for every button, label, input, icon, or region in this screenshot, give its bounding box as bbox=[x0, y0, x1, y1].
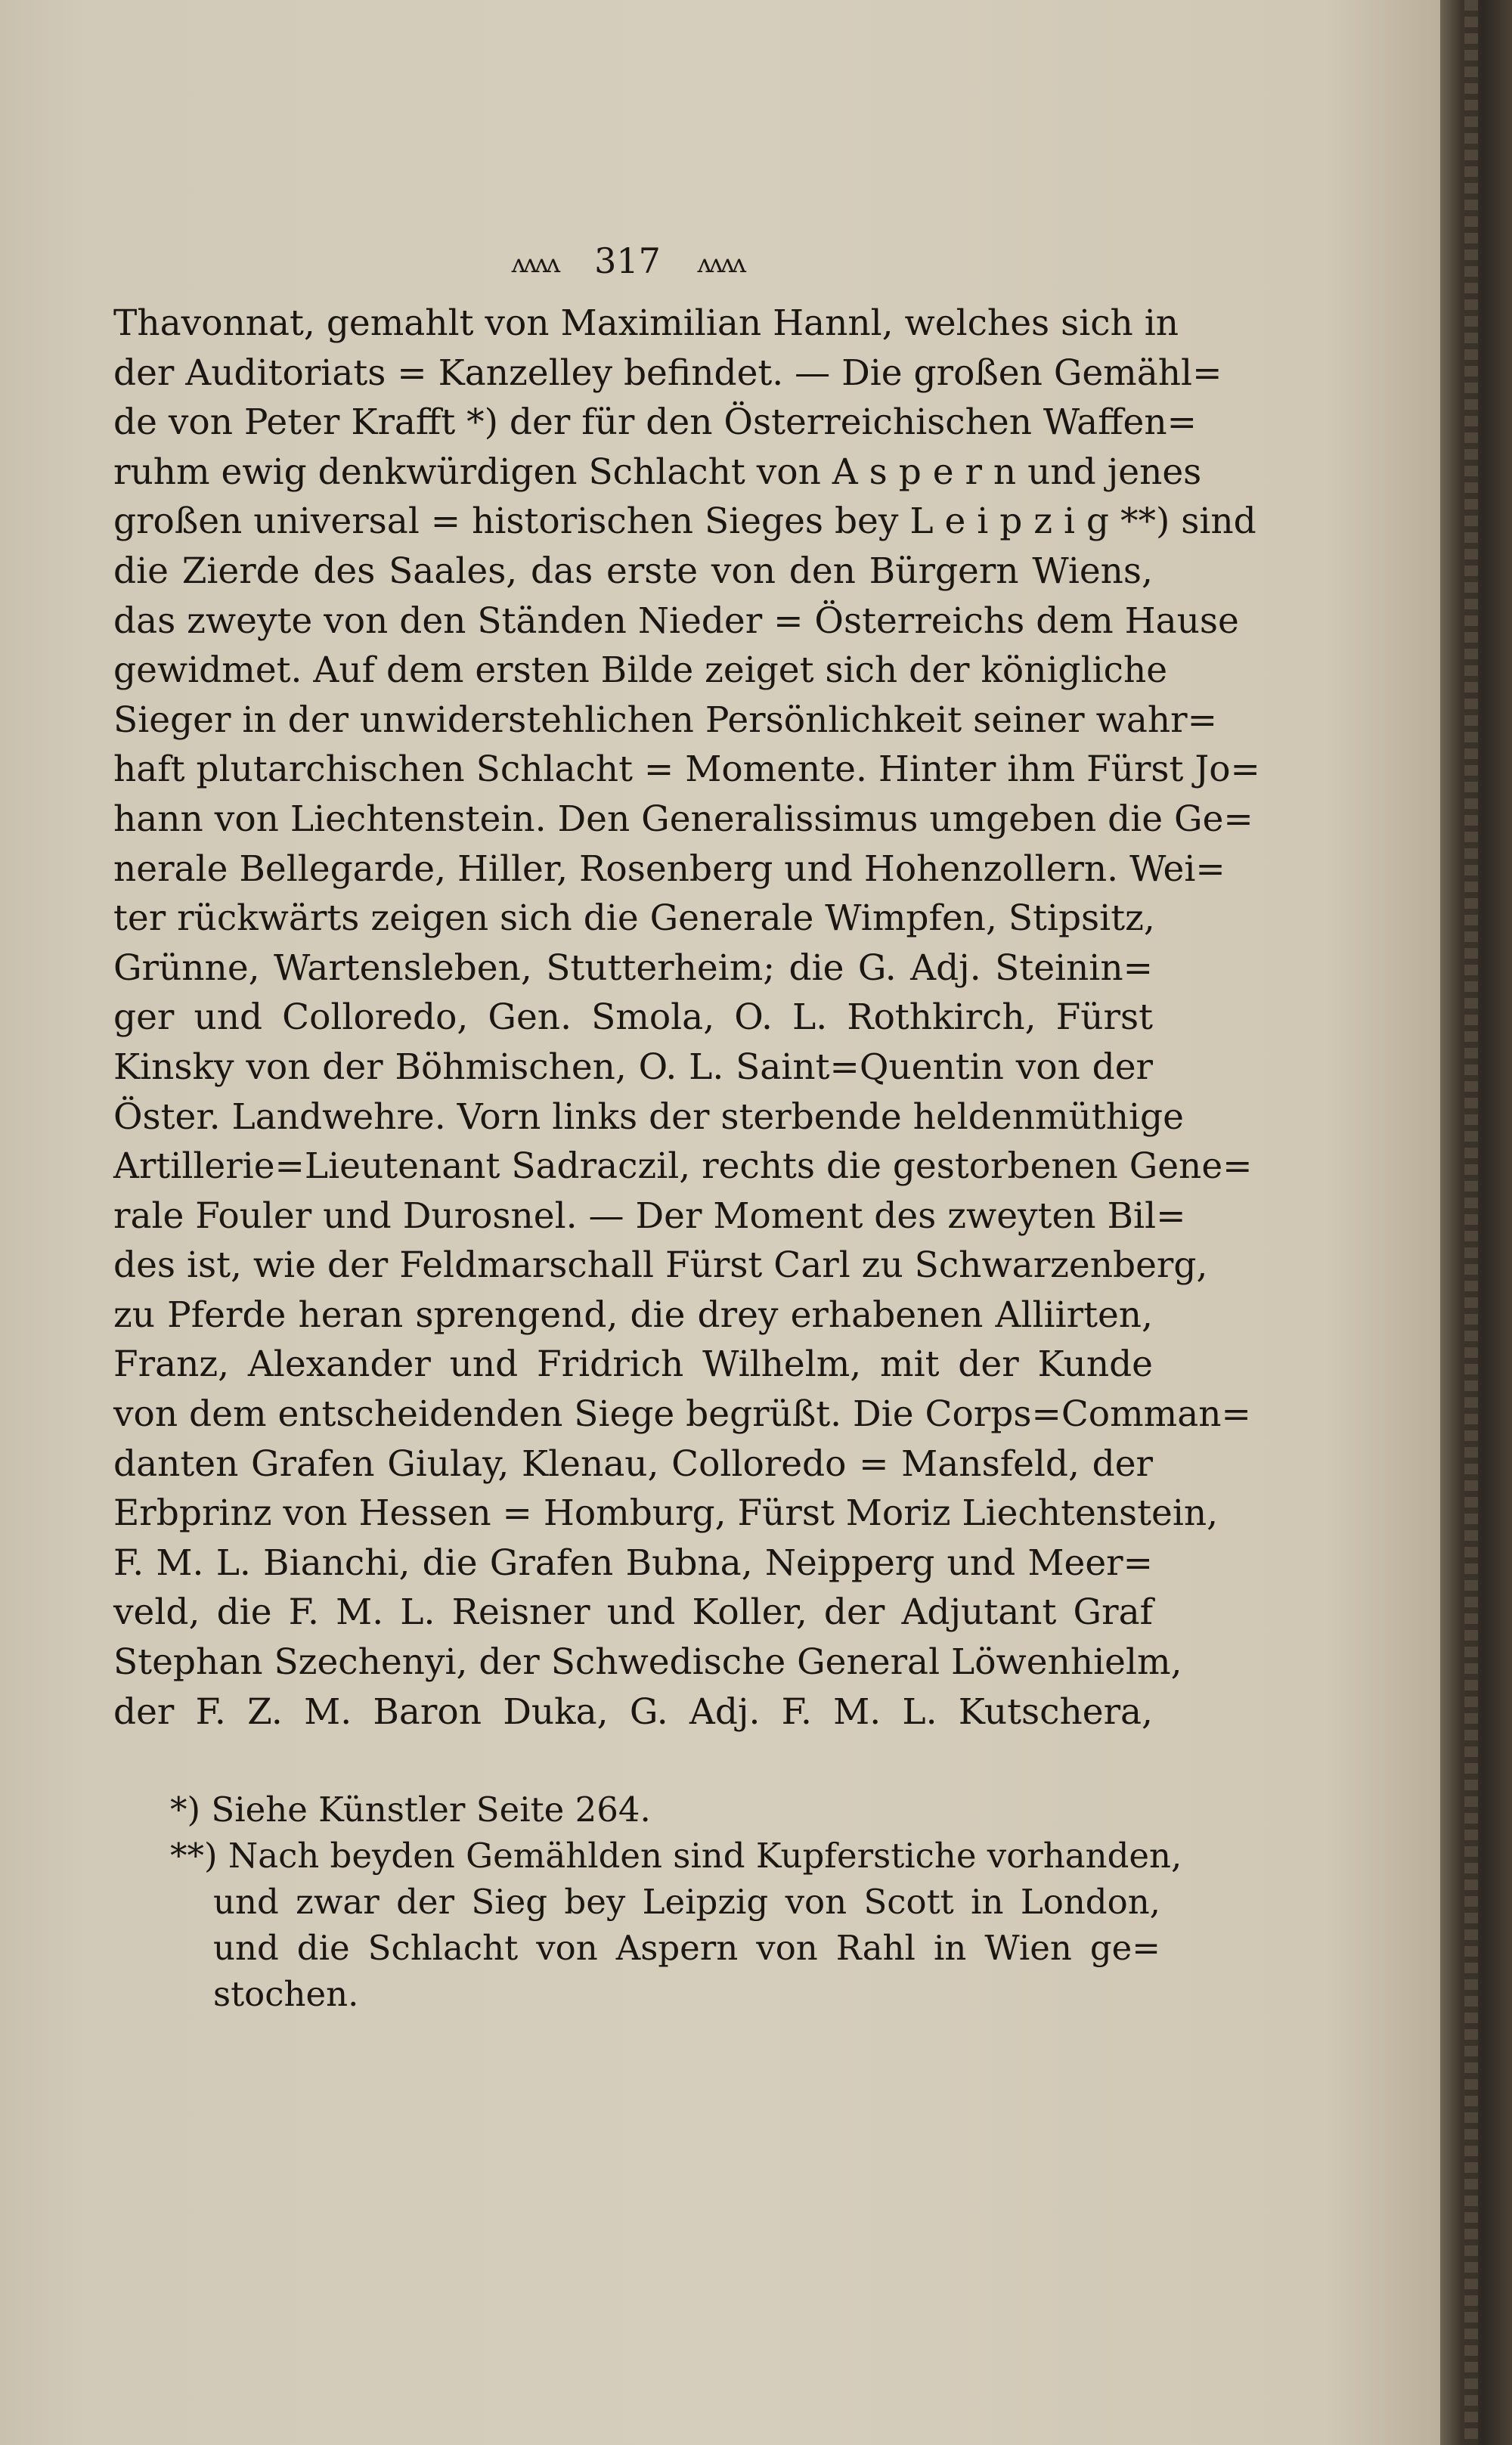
text-line: ger und Colloredo, Gen. Smola, O. L. Rothkirch, Fürst bbox=[113, 996, 1153, 1039]
book-binding-edge bbox=[1440, 0, 1512, 2445]
text-line: von dem entscheidenden Siege begrüßt. Die Corps=Comman= bbox=[113, 1393, 1251, 1436]
text-line: Kinsky von der Böhmischen, O. L. Saint=Quentin von der bbox=[113, 1046, 1153, 1088]
body-text bbox=[113, 299, 1260, 1737]
ornament-left-icon: ʌʌʌʌ bbox=[511, 249, 558, 279]
footnote-2-line: und zwar der Sieg bey Leipzig von Scott in London, bbox=[213, 1882, 1160, 1922]
text-line: nerale Bellegarde, Hiller, Rosenberg und Hohenzollern. Wei= bbox=[113, 848, 1225, 890]
text-line: der F. Z. M. Baron Duka, G. Adj. F. M. L. Kutschera, bbox=[113, 1690, 1153, 1733]
text-line: die Zierde des Saales, das erste von den Bürgern Wiens, bbox=[113, 550, 1153, 592]
footnotes bbox=[170, 1786, 1182, 2017]
text-line: F. M. L. Bianchi, die Grafen Bubna, Neipperg und Meer= bbox=[113, 1542, 1153, 1584]
text-line: rale Fouler und Durosnel. — Der Moment des zweyten Bil= bbox=[113, 1195, 1186, 1237]
text-line: ter rückwärts zeigen sich die Generale Wimpfen, Stipsitz, bbox=[113, 897, 1155, 940]
text-line: zu Pferde heran sprengend, die drey erhabenen Alliirten, bbox=[113, 1294, 1153, 1336]
text-line: Thavonnat, gemahlt von Maximilian Hannl, welches sich in bbox=[113, 302, 1179, 344]
footnote-2-line: und die Schlacht von Aspern von Rahl in Wien ge= bbox=[213, 1928, 1160, 1968]
binding-texture bbox=[1464, 0, 1478, 2445]
page-header bbox=[484, 240, 771, 281]
footnote-1: *) Siehe Künstler Seite 264. bbox=[170, 1790, 651, 1830]
text-line: Erbprinz von Hessen = Homburg, Fürst Moriz Liechtenstein, bbox=[113, 1492, 1219, 1535]
text-line: haft plutarchischen Schlacht = Momente. Hinter ihm Fürst Jo= bbox=[113, 748, 1260, 791]
text-line: ruhm ewig denkwürdigen Schlacht von A s p e r n und jenes bbox=[113, 451, 1202, 493]
footnote-2-line: stochen. bbox=[213, 1974, 359, 2014]
ornament-right-icon: ʌʌʌʌ bbox=[697, 249, 744, 279]
text-line: des ist, wie der Feldmarschall Fürst Carl zu Schwarzenberg, bbox=[113, 1244, 1208, 1287]
page-number: 317 bbox=[594, 240, 661, 281]
text-line: Sieger in der unwiderstehlichen Persönlichkeit seiner wahr= bbox=[113, 699, 1217, 741]
text-line: gewidmet. Auf dem ersten Bilde zeiget sich der königliche bbox=[113, 649, 1168, 692]
text-line: danten Grafen Giulay, Klenau, Colloredo = Mansfeld, der bbox=[113, 1443, 1153, 1485]
text-line: der Auditoriats = Kanzelley befindet. — Die großen Gemähl= bbox=[113, 352, 1222, 394]
text-line: großen universal = historischen Sieges bey L e i p z i g **) sind bbox=[113, 500, 1256, 543]
text-line: Franz, Alexander und Fridrich Wilhelm, mit der Kunde bbox=[113, 1343, 1153, 1386]
text-line: Grünne, Wartensleben, Stutterheim; die G. Adj. Steinin= bbox=[113, 947, 1153, 989]
text-line: veld, die F. M. L. Reisner und Koller, der Adjutant Graf bbox=[113, 1591, 1153, 1634]
text-line: Stephan Szechenyi, der Schwedische General Löwenhielm, bbox=[113, 1641, 1182, 1684]
text-line: de von Peter Krafft *) der für den Österreichischen Waffen= bbox=[113, 401, 1198, 444]
text-line: das zweyte von den Ständen Nieder = Österreichs dem Hause bbox=[113, 600, 1239, 642]
footnote-2: **) Nach beyden Gemählden sind Kupferstiche vorhanden, bbox=[170, 1836, 1182, 1876]
text-line: Artillerie=Lieutenant Sadraczil, rechts die gestorbenen Gene= bbox=[113, 1145, 1253, 1188]
text-line: hann von Liechtenstein. Den Generalissimus umgeben die Ge= bbox=[113, 798, 1253, 840]
text-line: Öster. Landwehre. Vorn links der sterbende heldenmüthige bbox=[113, 1095, 1184, 1138]
